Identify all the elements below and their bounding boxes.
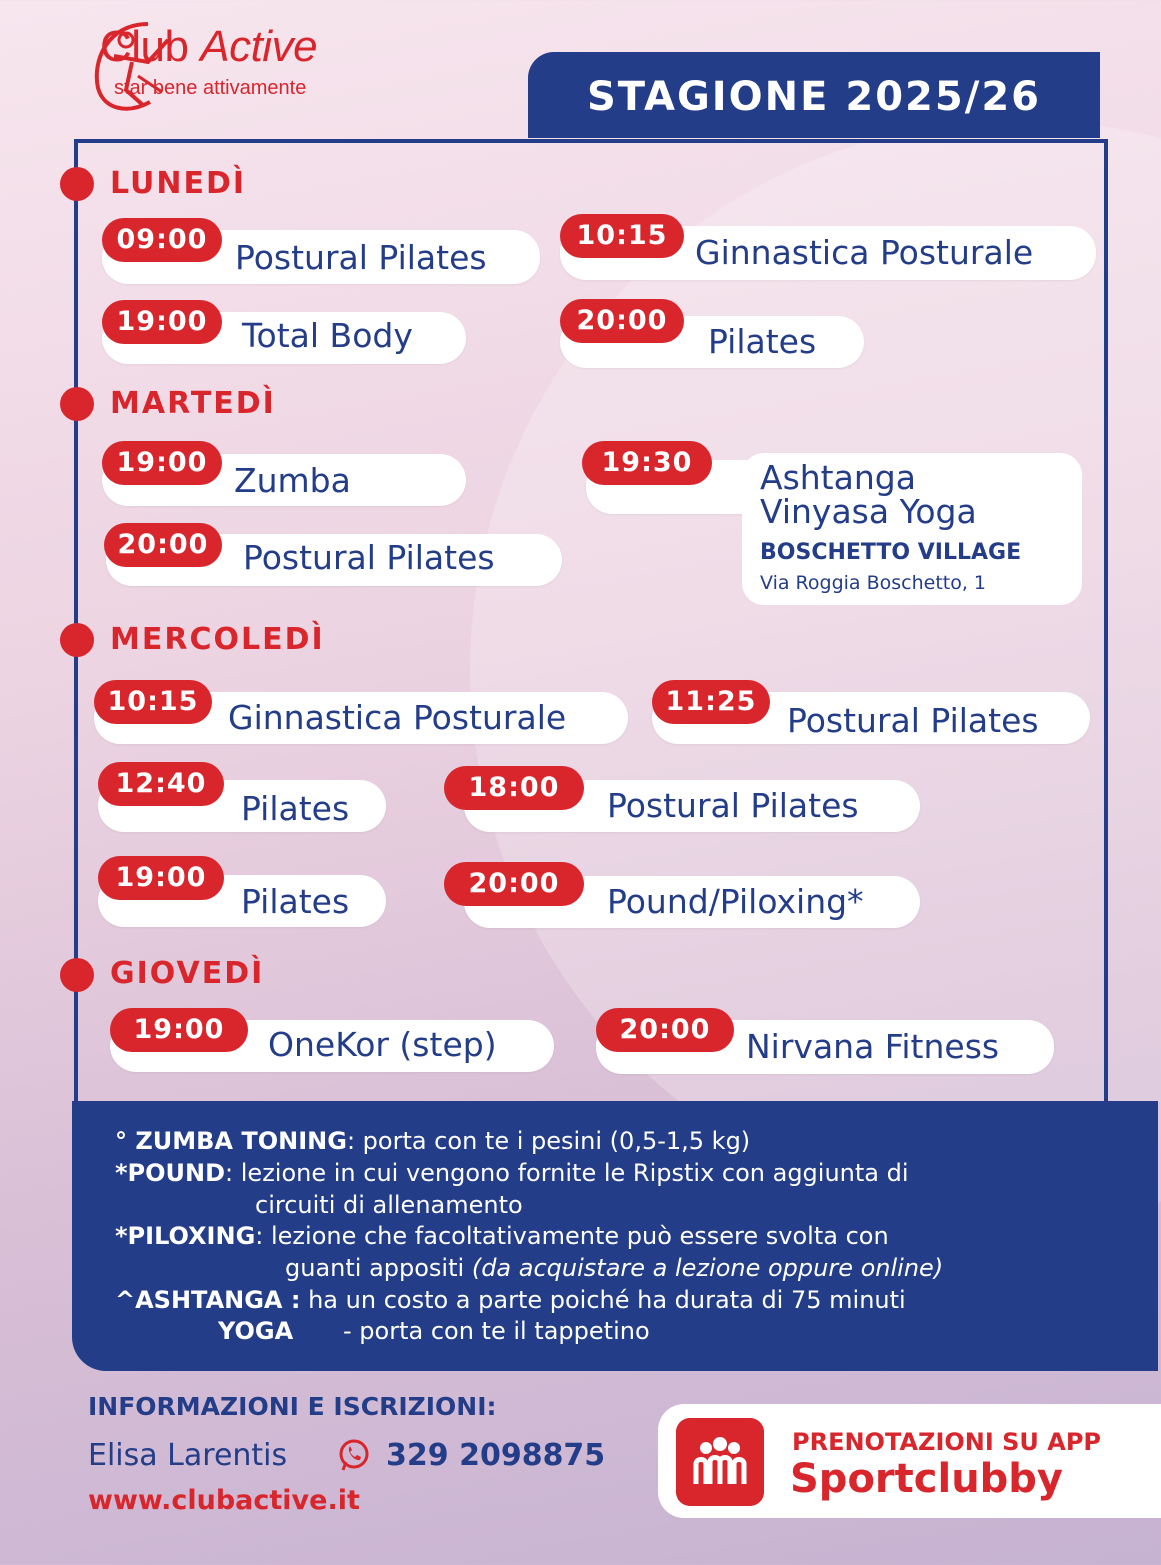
class-name: Nirvana Fitness — [746, 1027, 1000, 1066]
time-badge: 12:40 — [98, 762, 224, 806]
class-name: Postural Pilates — [787, 701, 1039, 740]
brand-name: Club Active — [100, 22, 318, 71]
day-label-giovedi: GIOVEDÌ — [110, 956, 265, 991]
day-bullet — [60, 958, 94, 992]
class-name: Postural Pilates — [243, 538, 495, 577]
time-badge: 20:00 — [560, 299, 684, 343]
class-name: Zumba — [234, 461, 351, 500]
note-pound-cont: circuiti di allenamento — [255, 1191, 523, 1219]
note-ashtanga: ^ASHTANGA : ha un costo a parte poiché ha durata di 75 minuti — [115, 1286, 906, 1314]
time-badge: 09:00 — [102, 218, 222, 262]
class-name: Pilates — [241, 789, 350, 828]
contact-phone[interactable]: 329 2098875 — [386, 1438, 606, 1473]
whatsapp-icon — [336, 1437, 372, 1473]
season-header — [528, 52, 1100, 138]
time-badge: 19:30 — [582, 441, 712, 485]
class-name: Ashtanga — [760, 458, 916, 497]
class-address: Via Roggia Boschetto, 1 — [760, 572, 987, 594]
time-badge: 20:00 — [444, 862, 584, 906]
note-yoga-text: - porta con te il tappetino — [343, 1317, 650, 1345]
time-badge: 18:00 — [444, 766, 584, 810]
time-badge: 19:00 — [102, 300, 222, 344]
app-booking-label: PRENOTAZIONI SU APP — [792, 1428, 1102, 1456]
time-badge: 10:15 — [94, 680, 212, 724]
class-name: Postural Pilates — [607, 786, 859, 825]
website-link[interactable]: www.clubactive.it — [88, 1485, 360, 1516]
sportclubby-logo-icon[interactable] — [676, 1418, 764, 1506]
brand-tagline: star bene attivamente — [114, 77, 307, 99]
time-badge: 11:25 — [652, 680, 770, 724]
info-title: INFORMAZIONI E ISCRIZIONI: — [88, 1392, 497, 1421]
time-badge: 20:00 — [596, 1008, 734, 1052]
class-name: Pound/Piloxing* — [607, 882, 864, 921]
note-piloxing: *PILOXING: lezione che facoltativamente può essere svolta con — [115, 1222, 889, 1250]
class-name: Ginnastica Posturale — [228, 698, 567, 737]
day-label-martedi: MARTEDÌ — [110, 386, 276, 421]
day-bullet — [60, 167, 94, 201]
day-label-lunedi: LUNEDÌ — [110, 166, 247, 201]
note-yoga: YOGA — [218, 1317, 294, 1345]
class-name: Total Body — [242, 316, 413, 355]
day-bullet — [60, 387, 94, 421]
time-badge: 20:00 — [104, 523, 222, 567]
class-location: BOSCHETTO VILLAGE — [760, 540, 1022, 565]
contact-name: Elisa Larentis — [88, 1438, 288, 1473]
class-name: Pilates — [241, 882, 350, 921]
day-label-mercoledi: MERCOLEDÌ — [110, 622, 325, 657]
time-badge: 19:00 — [98, 856, 224, 900]
class-name: Ginnastica Posturale — [695, 233, 1034, 272]
class-name: Postural Pilates — [235, 238, 487, 277]
note-zumba: ° ZUMBA TONING: porta con te i pesini (0,5-1,5 kg) — [115, 1127, 751, 1155]
time-badge: 10:15 — [560, 214, 684, 258]
time-badge: 19:00 — [110, 1008, 248, 1052]
season-title: STAGIONE 2025/26 — [587, 74, 1041, 120]
day-bullet — [60, 623, 94, 657]
class-name: OneKor (step) — [268, 1025, 497, 1064]
class-name: Pilates — [708, 322, 817, 361]
time-badge: 19:00 — [102, 441, 222, 485]
note-piloxing-cont: guanti appositi (da acquistare a lezione oppure online) — [285, 1254, 944, 1282]
note-pound: *POUND: lezione in cui vengono fornite le Ripstix con aggiunta di — [115, 1159, 909, 1187]
app-name[interactable]: Sportclubby — [790, 1456, 1064, 1502]
class-name: Vinyasa Yoga — [760, 492, 977, 531]
